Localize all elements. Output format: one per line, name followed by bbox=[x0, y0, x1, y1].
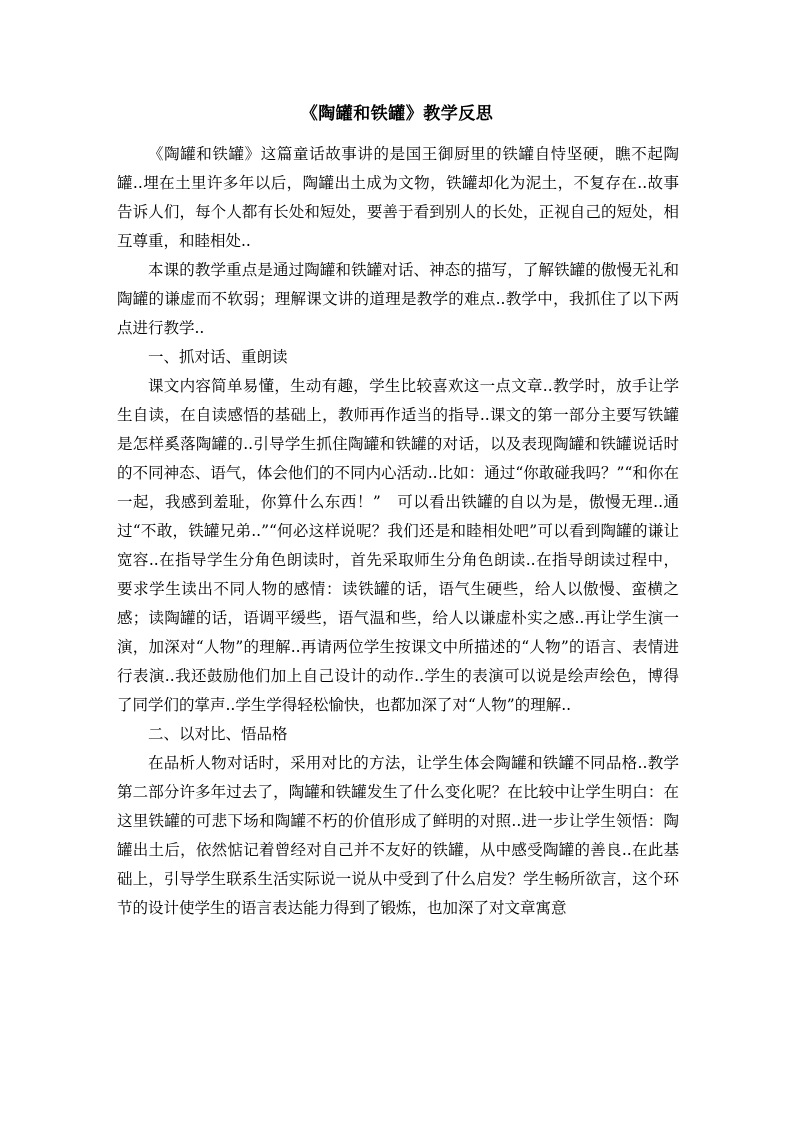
paragraph-contrast-character: 在品析人物对话时，采用对比的方法，让学生体会陶罐和铁罐不同品格..教学第二部分许多年过去了，陶罐和铁罐发生了什么变化呢？在比较中让学生明白：在这里铁罐的可悲下场和陶罐不朽的价值形成了鲜明的对照..进一步让学生领悟：陶罐出土后，依然惦记着曾经对自己并不友好的铁罐，从中感受陶罐的善良..在此基础上，引导学生联系生活实际说一说从中受到了什么启发？学生畅所欲言，这个环节的设计使学生的语言表达能力得到了锻炼，也加深了对文章寓意 bbox=[117, 754, 679, 917]
section-heading-dialogue: 一、抓对话、重朗读 bbox=[148, 348, 288, 366]
paragraph-teaching-focus: 本课的教学重点是通过陶罐和铁罐对话、神态的描写，了解铁罐的傲慢无礼和陶罐的谦虚而不软弱；理解课文讲的道理是教学的难点..教学中，我抓住了以下两点进行教学.. bbox=[117, 261, 679, 337]
document-body bbox=[117, 140, 679, 923]
paragraph-dialogue-reading: 课文内容简单易懂，生动有趣，学生比较喜欢这一点文章..教学时，放手让学生自读，在自读感悟的基础上，教师再作适当的指导..课文的第一部分主要写铁罐是怎样奚落陶罐的..引导学生抓住陶罐和铁罐的对话，以及表现陶罐和铁罐说话时的不同神态、语气，体会他们的不同内心活动..比如：通过“你敢碰我吗？”“和你在一起，我感到羞耻，你算什么东西！” 可以看出铁罐的自以为是，傲慢无理..通过“不敢，铁罐兄弟..”“何必这样说呢？我们还是和睦相处吧”可以看到陶罐的谦让宽容..在指导学生分角色朗读时，首先采取师生分角色朗读..在指导朗读过程中，要求学生读出不同人物的感情：读铁罐的话，语气生硬些，给人以傲慢、蛮横之感；读陶罐的话，语调平缓些，语气温和些，给人以谦虚朴实之感..再让学生演一演，加深对“人物”的理解..再请两位学生按课文中所描述的“人物”的语言、表情进行表演..我还鼓励他们加上自己设计的动作..学生的表演可以说是绘声绘色，博得了同学们的掌声..学生学得轻松愉快，也都加深了对“人物”的理解.. bbox=[117, 377, 679, 714]
document-title: 《陶罐和铁罐》教学反思 bbox=[300, 104, 494, 124]
section-heading-contrast: 二、以对比、悟品格 bbox=[148, 725, 288, 743]
paragraph-intro: 《陶罐和铁罐》这篇童话故事讲的是国王御厨里的铁罐自恃坚硬，瞧不起陶罐..埋在土里许多年以后，陶罐出土成为文物，铁罐却化为泥土，不复存在..故事告诉人们，每个人都有长处和短处，要善于看到别人的长处，正视自己的短处，相互尊重，和睦相处.. bbox=[117, 145, 679, 250]
